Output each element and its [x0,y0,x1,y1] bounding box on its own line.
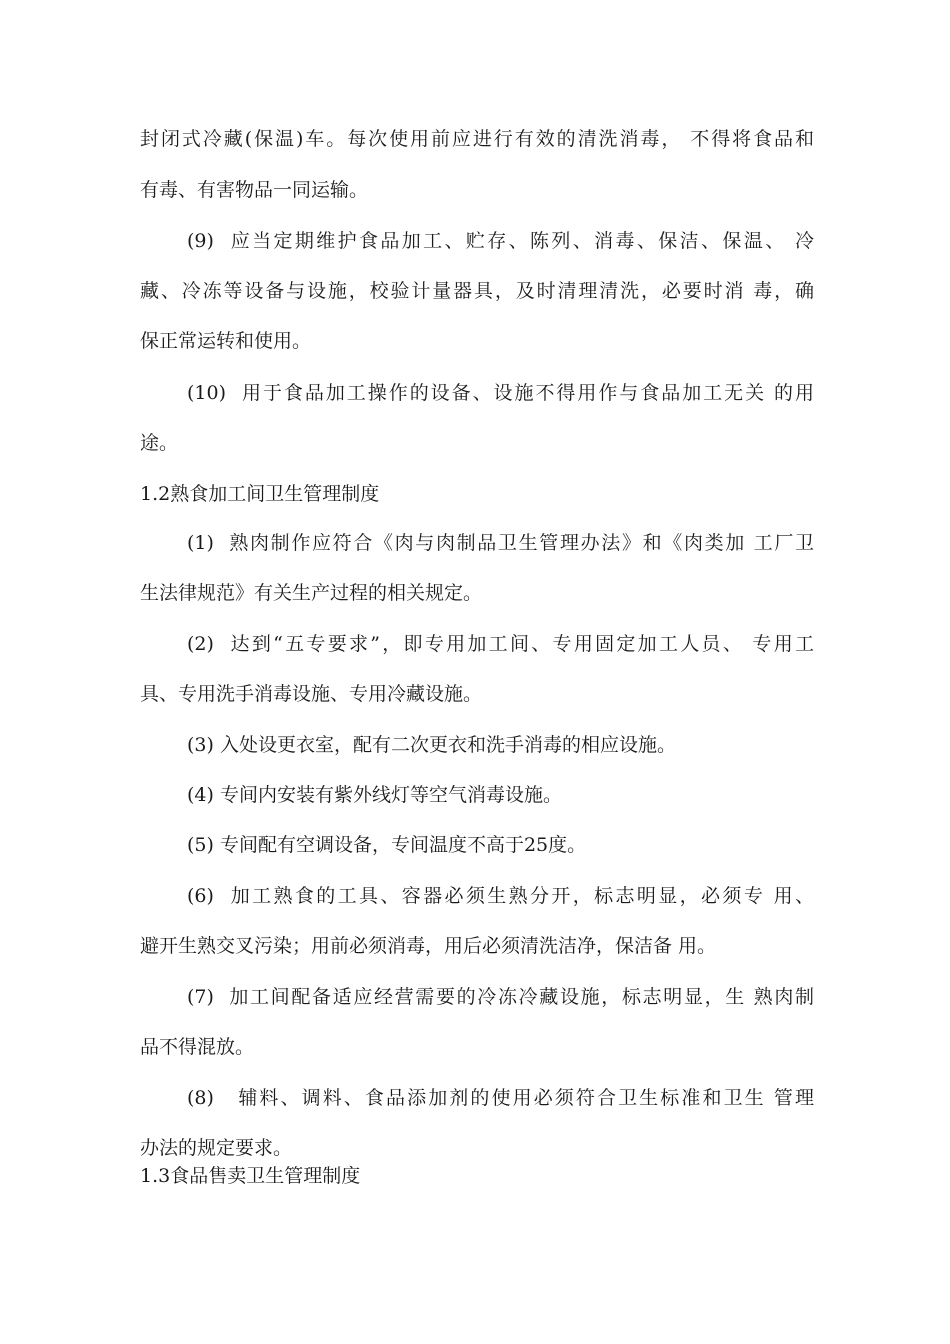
list-item-6-line: 避开生熟交叉污染；用前必须消毒，用后必须清洗洁净，保洁备 用。 [140,935,717,957]
list-item-1-line: (1) 熟肉制作应符合《肉与肉制品卫生管理办法》和《肉类加 工厂卫 [187,532,814,554]
list-item-9-line: 保正常运转和使用。 [140,330,312,352]
paragraph-line: 封闭式冷藏(保温)车。每次使用前应进行有效的清洗消毒， 不得将食品和 [140,128,814,150]
list-item-3-line: (3) 入处设更衣室，配有二次更衣和洗手消毒的相应设施。 [187,734,676,756]
list-item-6-line: (6) 加工熟食的工具、容器必须生熟分开，标志明显，必须专 用、 [187,885,814,907]
list-item-2-line: (2) 达到“五专要求”，即专用加工间、专用固定加工人员、 专用工 [187,633,814,655]
list-item-2-line: 具、专用洗手消毒设施、专用冷藏设施。 [140,683,483,705]
list-item-7-line: 品不得混放。 [140,1036,255,1058]
list-item-1-line: 生法律规范》有关生产过程的相关规定。 [140,582,483,604]
list-item-8-line: 办法的规定要求。 [140,1137,293,1159]
section-heading-1-3: 1.3食品售卖卫生管理制度 [140,1165,361,1187]
paragraph-line: 有毒、有害物品一同运输。 [140,179,369,201]
list-item-4-line: (4) 专间内安装有紫外线灯等空气消毒设施。 [187,784,562,806]
section-heading-1-2: 1.2熟食加工间卫生管理制度 [140,483,380,505]
list-item-9-line: 藏、冷冻等设备与设施，校验计量器具，及时清理清洗，必要时消 毒，确 [140,280,814,302]
list-item-5-line: (5) 专间配有空调设备，专间温度不高于25度。 [187,834,587,856]
list-item-9-line: (9) 应当定期维护食品加工、贮存、陈列、消毒、保洁、保温、 冷 [187,230,814,252]
list-item-8-line: (8) 辅料、调料、食品添加剂的使用必须符合卫生标准和卫生 管理 [187,1087,814,1109]
list-item-10-line: (10) 用于食品加工操作的设备、设施不得用作与食品加工无关 的用 [187,382,814,404]
list-item-10-line: 途。 [140,432,179,454]
list-item-7-line: (7) 加工间配备适应经营需要的冷冻冷藏设施，标志明显，生 熟肉制 [187,986,814,1008]
